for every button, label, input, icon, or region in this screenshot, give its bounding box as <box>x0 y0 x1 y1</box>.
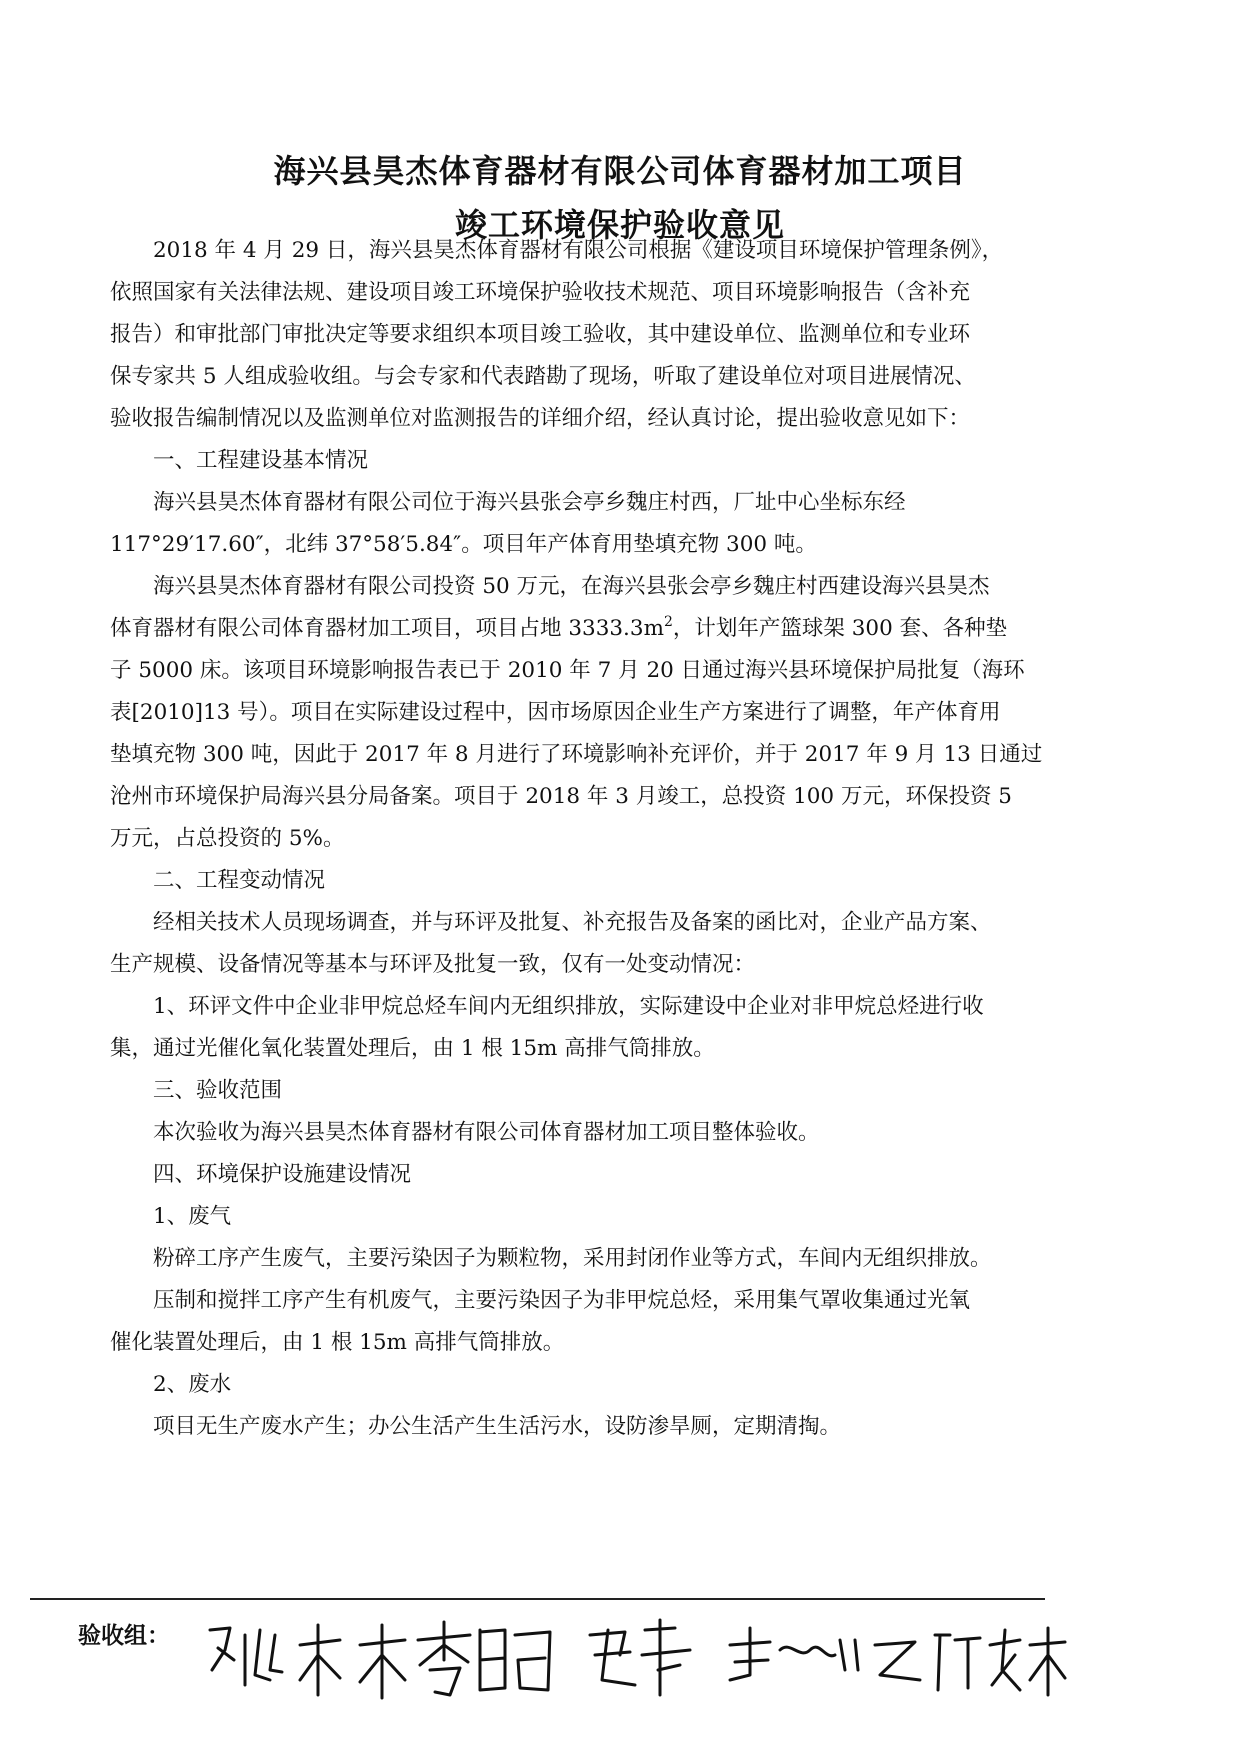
body-line: 验收报告编制情况以及监测单位对监测报告的详细介绍，经认真讨论，提出验收意见如下： <box>110 406 971 431</box>
signature-1 <box>200 1600 420 1710</box>
document-title-line1: 海兴县昊杰体育器材有限公司体育器材加工项目 <box>273 152 967 190</box>
document-title-line2: 竣工环境保护验收意见 <box>454 206 785 244</box>
section-heading: 二、工程变动情况 <box>153 868 326 893</box>
body-line: 集，通过光催化氧化装置处理后，由 1 根 15m 高排气筒排放。 <box>110 1036 715 1061</box>
body-line: 海兴县昊杰体育器材有限公司投资 50 万元，在海兴县张会亭乡魏庄村西建设海兴县昊杰 <box>153 574 990 599</box>
section-heading: 四、环境保护设施建设情况 <box>153 1162 412 1187</box>
signature-label: 验收组： <box>78 1623 170 1649</box>
body-line: 1、环评文件中企业非甲烷总烃车间内无组织排放，实际建设中企业对非甲烷总烃进行收 <box>153 994 984 1019</box>
signature-2 <box>410 1600 560 1710</box>
body-line: 海兴县昊杰体育器材有限公司位于海兴县张会亭乡魏庄村西，厂址中心坐标东经 <box>153 490 906 515</box>
body-line: 沧州市环境保护局海兴县分局备案。项目于 2018 年 3 月竣工，总投资 100 万元，环保投资 5 <box>110 784 1012 809</box>
section-heading: 一、工程建设基本情况 <box>153 448 369 473</box>
signature-4 <box>720 1600 1070 1710</box>
body-line: 粉碎工序产生废气，主要污染因子为颗粒物，采用封闭作业等方式，车间内无组织排放。 <box>153 1246 992 1271</box>
body-line: 压制和搅拌工序产生有机废气，主要污染因子为非甲烷总烃，采用集气罩收集通过光氧 <box>153 1288 971 1313</box>
subsection-heading: 1、废气 <box>153 1204 232 1229</box>
body-line: 万元，占总投资的 5%。 <box>110 826 345 851</box>
body-line: 2018 年 4 月 29 日，海兴县昊杰体育器材有限公司根据《建设项目环境保护管理条例》， <box>153 238 1004 263</box>
section-heading: 三、验收范围 <box>153 1078 283 1103</box>
body-line: 体育器材有限公司体育器材加工项目，项目占地 $3333.3m^2$，计划年产篮球架 300 套、各种垫 <box>110 614 1008 641</box>
body-line: 117°29′17.60″，北纬 37°58′5.84″。项目年产体育用垫填充物 300 吨。 <box>110 532 817 557</box>
body-line: 报告）和审批部门审批决定等要求组织本项目竣工验收，其中建设单位、监测单位和专业环 <box>110 322 971 347</box>
body-line: 生产规模、设备情况等基本与环评及批复一致，仅有一处变动情况： <box>110 952 756 977</box>
body-line: 垫填充物 300 吨，因此于 2017 年 8 月进行了环境影响补充评价，并于 2017 年 9 月 13 日通过 <box>110 742 1043 767</box>
body-line: 保专家共 5 人组成验收组。与会专家和代表踏勘了现场，听取了建设单位对项目进展情况、 <box>110 364 976 389</box>
signature-3 <box>580 1600 700 1710</box>
body-line: 表[2010]13 号）。项目在实际建设过程中，因市场原因企业生产方案进行了调整，年产体育用 <box>110 700 1001 725</box>
body-line: 催化装置处理后，由 1 根 15m 高排气筒排放。 <box>110 1330 565 1355</box>
body-line: 本次验收为海兴县昊杰体育器材有限公司体育器材加工项目整体验收。 <box>153 1120 820 1145</box>
subsection-heading: 2、废水 <box>153 1372 232 1397</box>
body-line: 经相关技术人员现场调查，并与环评及批复、补充报告及备案的函比对，企业产品方案、 <box>153 910 992 935</box>
body-line: 项目无生产废水产生；办公生活产生生活污水，设防渗旱厕，定期清掏。 <box>153 1414 842 1439</box>
body-line: 依照国家有关法律法规、建设项目竣工环境保护验收技术规范、项目环境影响报告（含补充 <box>110 280 971 305</box>
body-line: 子 5000 床。该项目环境影响报告表已于 2010 年 7 月 20 日通过海兴县环境保护局批复（海环 <box>110 658 1025 683</box>
superscript: 2 <box>663 614 673 630</box>
